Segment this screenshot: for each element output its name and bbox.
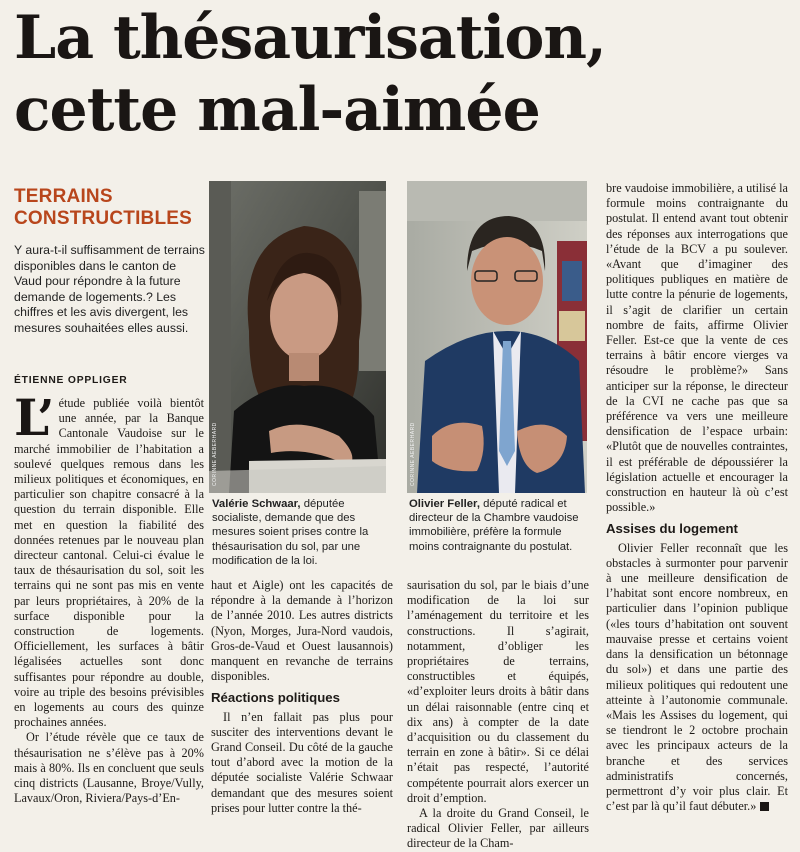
- headline: [14, 2, 794, 146]
- caption-name: Valérie Schwaar,: [212, 498, 301, 510]
- article-column-2: [211, 578, 393, 816]
- kicker-line-2: CONSTRUCTIBLES: [14, 208, 193, 229]
- drop-cap: L’: [14, 388, 55, 447]
- paragraph: Il n’en fallait pas plus pour susciter des interventions devant le Grand Conseil. Du côté de la gauche tout d’abord avec la motion de la députée socialiste Valérie Schwaar demandant que des mesures soient prises pour lutter contre la thé-: [211, 709, 393, 815]
- photo-caption-2: [409, 497, 587, 554]
- photo-caption-1: [212, 497, 390, 568]
- headline-line-2: cette mal-aimée: [14, 75, 540, 145]
- photo-olivier-feller: [407, 181, 587, 493]
- lead-paragraph: Y aura-t-il suffisamment de terrains disponibles dans le canton de Vaud pour répondre à la future demande de logements.? Les chiffres et les avis divergent, les mesures souhaitées elles aussi.: [14, 243, 205, 335]
- kicker: [14, 186, 204, 230]
- paragraph: saurisation du sol, par le biais d’une modification de la loi sur l’aménagement du territoire et les constructions. Il s’agirait, notamment, d’obliger les propriétaires de terrains, constructibles et équipés, «d’exploiter leurs droits à bâtir dans un délai raisonnable (entre cinq et dix ans) à compter de la date d’acquisition ou du classement du terrain en zone à bâtir». Si ce délai n’était pas respecté, l’autorité compétente pourrait alors exercer un droit d’emption.: [407, 578, 589, 805]
- subheading: Assises du logement: [606, 521, 738, 537]
- paragraph: bre vaudoise immobilière, a utilisé la formule moins contraignante du postulat. Il entend avant tout obtenir des réponses aux interrogations que l’étude de la BCV a pu soulever. «Avant que d’imaginer des politiques publiques en matière de lutte contre la pénurie de logements, il s’agit de clarifier un certain nombre de faits, affirme Olivier Feller. Est-ce que la vente de ces terrains à bâtir encore vierges va résoudre le problème?» Sans anticiper sur la réponse, le directeur de la CVI ne cache pas que sa préférence va vers une meilleure densification de l’espace urbain: «Plutôt que de nouvelles contraintes, il est préférable de dépoussiérer la législation actuelle et encourager la construction en hauteur là où c’est possible.»: [606, 181, 788, 515]
- article-column-4: [606, 181, 788, 814]
- portrait-woman-image: [209, 181, 386, 493]
- paragraph: A la droite du Grand Conseil, le radical Olivier Feller, par ailleurs directeur de la Cham-: [407, 806, 589, 851]
- photo-valerie-schwaar: [209, 181, 386, 493]
- article-column-3: [407, 578, 589, 852]
- byline: ÉTIENNE OPPLIGER: [14, 375, 128, 386]
- headline-line-1: La thésaurisation,: [14, 3, 606, 73]
- paragraph: [606, 541, 788, 815]
- caption-text: députée socialiste, demande que des mesures soient prises contre la thésaurisation du sol, par une modification de la loi.: [212, 498, 369, 567]
- paragraph: haut et Aigle) ont les capacités de répondre à la demande à l’horizon de l’année 2010. Les autres districts (Nyon, Morges, Jura-Nord vaudois, Gros-de-Vaud et Ouest lausannois) manquent en revanche de terrains disponibles.: [211, 578, 393, 684]
- paragraph: [14, 388, 204, 730]
- kicker-line-1: TERRAINS: [14, 186, 113, 207]
- end-of-article-mark: [760, 802, 769, 811]
- paragraph-text: étude publiée voilà bientôt une année, par la Banque Cantonale Vaudoise sur le marché immobilier de l’habitation a soulevé quelques remous dans les milieux politiques et économiques, en particulier son chapitre consacré à la question du terrain disponible. Elle met en question la fiabilité des données retenues par le nouveau plan directeur cantonal. Celui-ci évalue le taux de thésaurisation du sol, soit les terrains qui ne sont pas mis en vente par leurs propriétaires, à 20% de la surface disponible pour la construction de logements. Officiellement, les surfaces à bâtir légalisées actuelles sont donc suffisantes pour répondre au double, voire au triple des besoins prévisibles en logements au cours des quinze prochaines années.: [14, 396, 204, 730]
- paragraph: Or l’étude révèle que ce taux de thésaurisation ne s’élève pas à 20% mais à 80%. Ils en concluent que seuls cinq districts (Lausanne, Broye/Vully, Lavaux/Oron, Riviera/Pays-d’En-: [14, 730, 204, 806]
- caption-text: député radical et directeur de la Chambre vaudoise immobilière, préfère la formule moins contraignante du postulat.: [409, 498, 579, 553]
- subheading: Réactions politiques: [211, 690, 340, 706]
- caption-name: Olivier Feller,: [409, 498, 480, 510]
- photo-credit: CORINNE AEBERHARD: [410, 422, 416, 486]
- article-column-1: [14, 388, 204, 806]
- photo-credit: CORINNE AEBERHARD: [212, 422, 218, 486]
- portrait-man-image: [407, 181, 587, 493]
- paragraph-text: Olivier Feller reconnaît que les obstacles à surmonter pour parvenir à une meilleure densification de l’habitat sont encore nombreux, en particulier dans l’opinion publique («les tours d’habitation ont souvent mauvaise presse et certains voient dans la densification un bétonnage du sol») et dans une partie des milieux politiques qui redoutent une atteinte à l’autonomie communale. «Mais les Assises du logement, qui se tiendront le 2 octobre prochain avec les principaux acteurs de la branche et des services administratifs concernés, permettront d’y voir plus clair. Et c’est par là qu’il faut débuter.»: [606, 540, 788, 814]
